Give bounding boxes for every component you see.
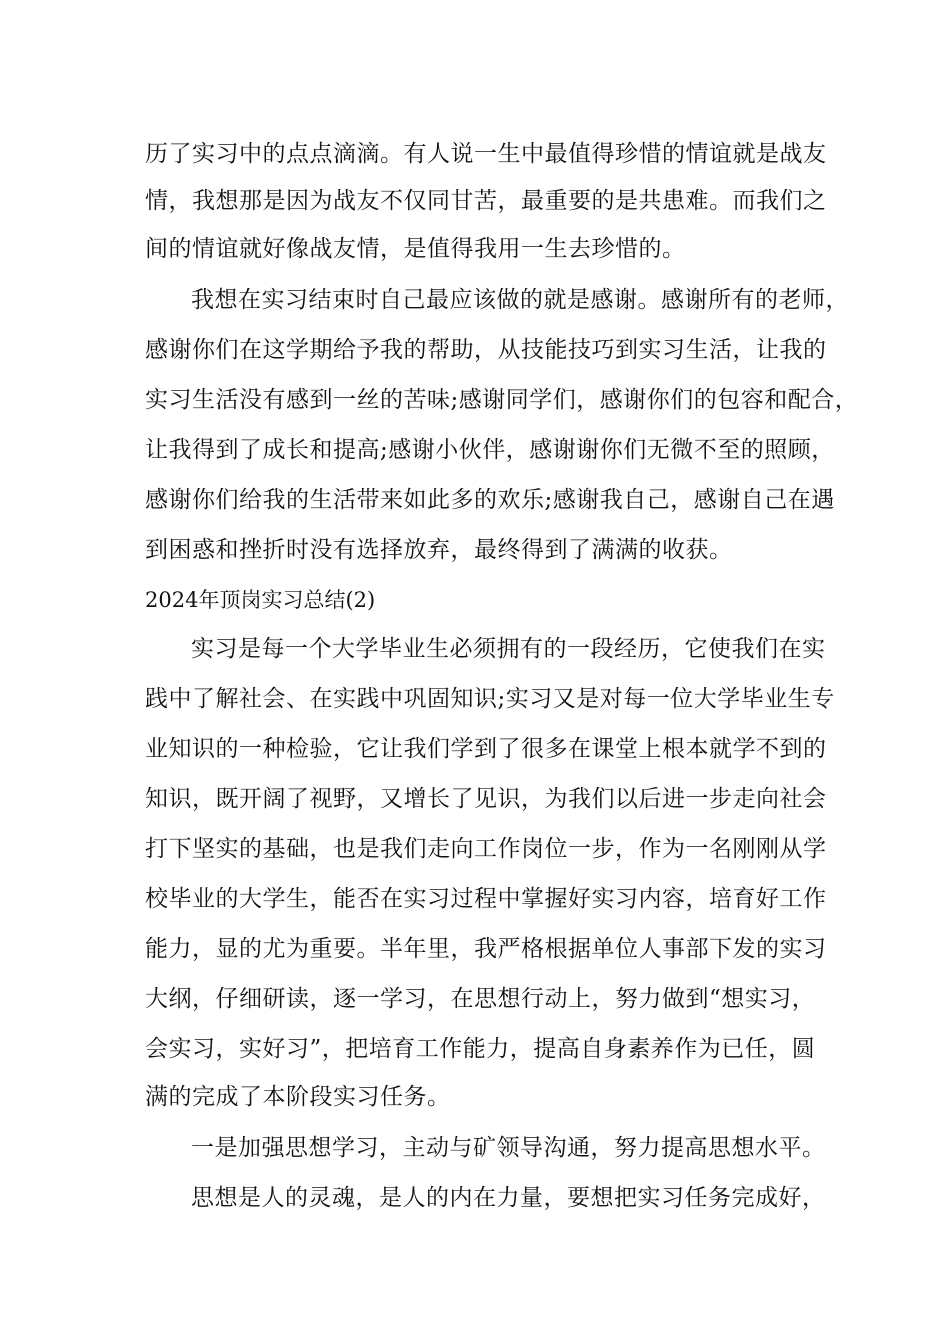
paragraph-line: 感谢你们给我的生活带来如此多的欢乐;感谢我自己，感谢自己在遇 <box>145 487 835 513</box>
paragraph-line: 间的情谊就好像战友情，是值得我用一生去珍惜的。 <box>145 236 686 262</box>
paragraph-line: 满的完成了本阶段实习任务。 <box>145 1084 451 1110</box>
paragraph-line: 情，我想那是因为战友不仅同甘苦，最重要的是共患难。而我们之 <box>145 188 827 214</box>
paragraph-line: 我想在实习结束时自己最应该做的就是感谢。感谢所有的老师， <box>191 287 849 313</box>
paragraph-line: 让我得到了成长和提高;感谢小伙伴，感谢谢你们无微不至的照顾， <box>145 437 835 463</box>
paragraph-line: 校毕业的大学生，能否在实习过程中掌握好实习内容，培育好工作 <box>145 886 827 912</box>
paragraph-line: 大纲，仔细研读，逐一学习，在思想行动上，努力做到“想实习， <box>145 986 816 1012</box>
paragraph-line: 会实习，实好习”，把培育工作能力，提高自身素养作为已任，圆 <box>145 1036 816 1062</box>
paragraph-line: 思想是人的灵魂，是人的内在力量，要想把实习任务完成好， <box>191 1185 826 1211</box>
section-heading: 2024年顶岗实习总结(2) <box>145 588 376 612</box>
paragraph-line: 打下坚实的基础，也是我们走向工作岗位一步，作为一名刚刚从学 <box>145 836 827 862</box>
paragraph-line: 历了实习中的点点滴滴。有人说一生中最值得珍惜的情谊就是战友 <box>145 141 827 167</box>
paragraph-line: 一是加强思想学习，主动与矿领导沟通，努力提高思想水平。 <box>191 1135 826 1161</box>
paragraph-line: 能力，显的尤为重要。半年里，我严格根据单位人事部下发的实习 <box>145 936 827 962</box>
paragraph-line: 践中了解社会、在实践中巩固知识;实习又是对每一位大学毕业生专 <box>145 686 835 712</box>
paragraph-line: 感谢你们在这学期给予我的帮助，从技能技巧到实习生活，让我的 <box>145 337 827 363</box>
paragraph-line: 知识，既开阔了视野，又增长了见识，为我们以后进一步走向社会 <box>145 786 827 812</box>
paragraph-line: 实习是每一个大学毕业生必须拥有的一段经历，它使我们在实 <box>191 636 826 662</box>
paragraph-line: 业知识的一种检验，它让我们学到了很多在课堂上根本就学不到的 <box>145 736 827 762</box>
paragraph-line: 到困惑和挫折时没有选择放弃，最终得到了满满的收获。 <box>145 537 733 563</box>
paragraph-line: 实习生活没有感到一丝的苦味;感谢同学们，感谢你们的包容和配合， <box>145 387 859 413</box>
